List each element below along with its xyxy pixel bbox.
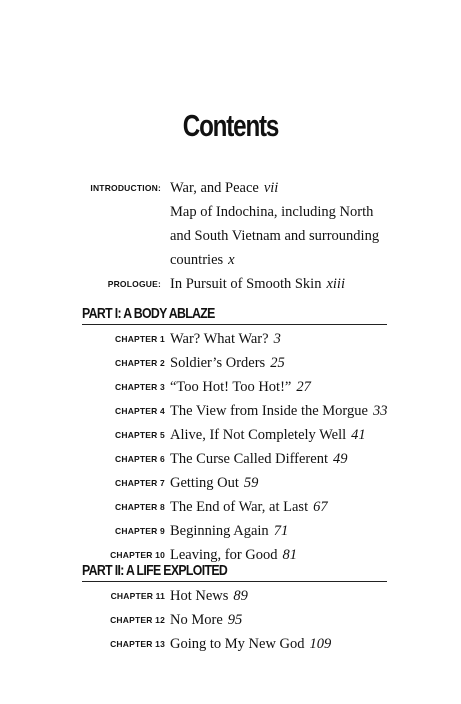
toc-entry-chapter-6[interactable] (82, 449, 387, 473)
chapter-title: “Too Hot! Too Hot!” 27 (170, 379, 311, 395)
part-heading: PART I: A BODY ABLAZE (82, 305, 215, 322)
chapter-title: War? What War? 3 (170, 331, 281, 347)
part-2-section (82, 562, 387, 658)
chapter-title: Soldier’s Orders 25 (170, 355, 285, 371)
chapter-title: The Curse Called Different 49 (170, 451, 348, 467)
toc-entry-introduction[interactable] (0, 178, 461, 202)
entry-label: INTRODUCTION: (90, 183, 161, 193)
part-heading: PART II: A LIFE EXPLOITED (82, 562, 228, 579)
toc-entry-chapter-3[interactable] (82, 377, 387, 401)
chapter-title: Alive, If Not Completely Well 41 (170, 427, 366, 443)
part-divider (82, 324, 387, 325)
chapter-label: CHAPTER 6 (115, 454, 165, 464)
page-number: 71 (273, 523, 289, 539)
chapter-label: CHAPTER 11 (110, 591, 165, 601)
toc-entry-chapter-13[interactable] (82, 634, 387, 658)
page-number: 89 (233, 588, 248, 604)
toc-entry-chapter-5[interactable] (82, 425, 387, 449)
page-number: x (228, 252, 235, 268)
page-number: 41 (351, 427, 366, 443)
toc-entry-chapter-4[interactable] (82, 401, 387, 425)
entry-title: and South Vietnam and surrounding (170, 228, 380, 244)
chapter-list (82, 329, 387, 569)
entry-label: PROLOGUE: (107, 279, 161, 289)
page-number: 33 (372, 403, 388, 419)
toc-entry-prologue[interactable] (0, 274, 461, 298)
toc-entry-map-line-2[interactable] (0, 226, 461, 250)
chapter-label: CHAPTER 9 (115, 526, 165, 536)
chapter-title: The End of War, at Last 67 (170, 499, 328, 515)
toc-entry-map-line-3[interactable] (0, 250, 461, 274)
page-number: 49 (332, 451, 348, 467)
page-number: 59 (243, 475, 259, 491)
chapter-title: Hot News 89 (170, 588, 248, 604)
toc-entry-map-line-1[interactable] (0, 202, 461, 226)
chapter-label: CHAPTER 10 (110, 550, 165, 560)
toc-entry-chapter-1[interactable] (82, 329, 387, 353)
chapter-label: CHAPTER 3 (115, 382, 165, 392)
chapter-title: The View from Inside the Morgue 33 (170, 403, 388, 419)
page-number: 109 (309, 636, 332, 652)
chapter-title: Going to My New God 109 (170, 636, 332, 652)
chapter-label: CHAPTER 12 (110, 615, 165, 625)
chapter-label: CHAPTER 8 (115, 502, 165, 512)
chapter-label: CHAPTER 4 (115, 406, 165, 416)
entry-title: In Pursuit of Smooth Skin xiii (170, 276, 345, 292)
chapter-label: CHAPTER 1 (115, 334, 165, 344)
entry-title: Map of Indochina, including North (170, 204, 374, 220)
chapter-title: Beginning Again 71 (170, 523, 289, 539)
chapter-title: Leaving, for Good 81 (170, 547, 298, 563)
toc-entry-chapter-8[interactable] (82, 497, 387, 521)
part-divider (82, 581, 387, 582)
page-title: Contents (182, 108, 279, 143)
chapter-list (82, 586, 387, 658)
front-matter (0, 178, 461, 298)
chapter-label: CHAPTER 13 (110, 639, 165, 649)
part-1-section (82, 305, 387, 569)
chapter-label: CHAPTER 7 (115, 478, 165, 488)
toc-entry-chapter-7[interactable] (82, 473, 387, 497)
toc-entry-chapter-2[interactable] (82, 353, 387, 377)
page-number: 25 (270, 355, 285, 371)
page-number: xiii (326, 276, 345, 292)
page-number: 67 (313, 499, 328, 515)
chapter-label: CHAPTER 5 (115, 430, 165, 440)
page-number: 3 (273, 331, 281, 347)
chapter-title: No More 95 (170, 612, 243, 628)
toc-entry-chapter-12[interactable] (82, 610, 387, 634)
chapter-label: CHAPTER 2 (115, 358, 165, 368)
toc-entry-chapter-11[interactable] (82, 586, 387, 610)
entry-title: countries x (170, 252, 235, 268)
page-number: 95 (227, 612, 243, 628)
chapter-title: Getting Out 59 (170, 475, 259, 491)
page-number: 27 (296, 379, 311, 395)
page-number: 81 (282, 547, 298, 563)
entry-title: War, and Peace vii (170, 180, 279, 196)
toc-entry-chapter-9[interactable] (82, 521, 387, 545)
page-number: vii (263, 180, 279, 196)
